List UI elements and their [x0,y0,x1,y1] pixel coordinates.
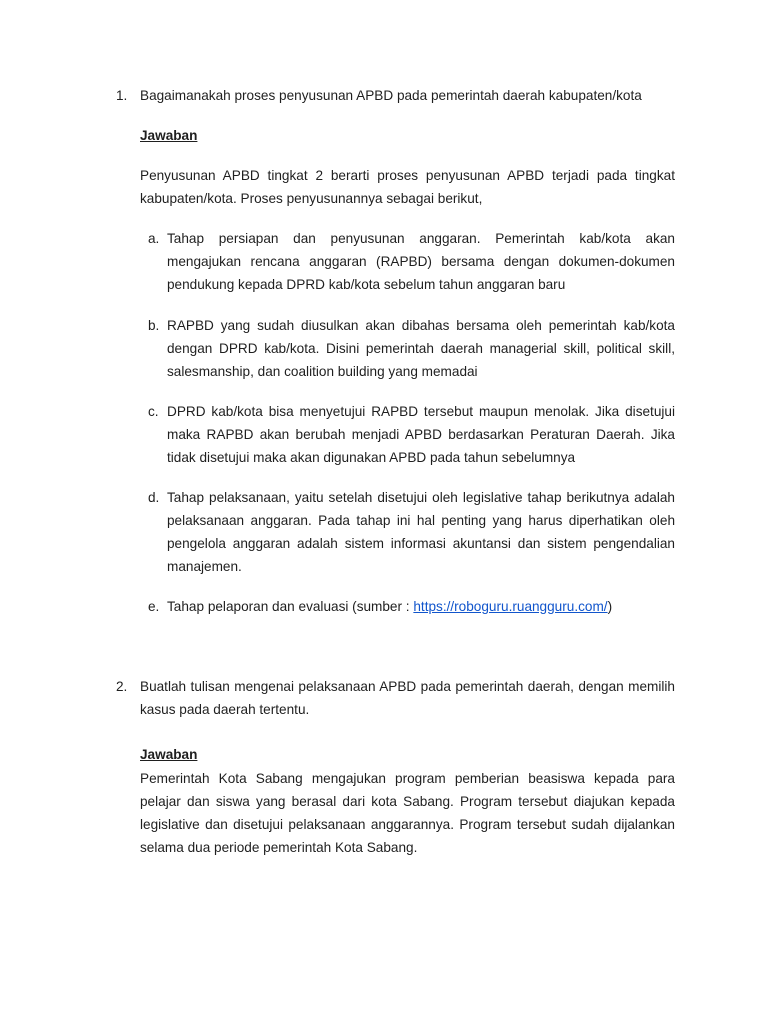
list-item-c-text: DPRD kab/kota bisa menyetujui RAPBD tersebut maupun menolak. Jika disetujui maka RAPBD akan berubah menjadi APBD berdasarkan Peraturan Daerah. Jika tidak disetujui maka akan digunakan APBD pada tahun sebelumnya [167,404,675,465]
list-item-e-marker: e. [148,599,160,614]
list-item-a-marker: a. [148,231,160,246]
list-item-a [148,227,675,296]
list-item-e-text-after: ) [607,599,613,614]
answer-1-heading: Jawaban [140,128,198,143]
source-link[interactable]: https://roboguru.ruangguru.com/ [413,599,608,614]
list-item-b [148,314,675,383]
list-item-a-text: Tahap persiapan dan penyusunan anggaran. Pemerintah kab/kota akan mengajukan rencana anggaran (RAPBD) bersama dengan dokumen-dokumen pendukung kepada DPRD kab/kota sebelum tahun anggaran baru [167,231,675,292]
question-2-text: Buatlah tulisan mengenai pelaksanaan APBD pada pemerintah daerah, dengan memilih kasus pada daerah tertentu. [140,679,675,717]
question-2-number: 2. [116,679,128,694]
answer-1-intro: Penyusunan APBD tingkat 2 berarti proses penyusunan APBD terjadi pada tingkat kabupaten/kota. Proses penyusunannya sebagai berikut, [140,168,675,206]
list-item-d-text: Tahap pelaksanaan, yaitu setelah disetujui oleh legislative tahap berikutnya adalah pelaksanaan anggaran. Pada tahap ini hal penting yang harus diperhatikan oleh pengelola anggaran adalah sistem informasi akuntansi dan sistem pengendalian manajemen. [167,490,675,574]
list-item-e-text [148,595,675,618]
question-1-number: 1. [116,88,128,103]
list-item-b-text: RAPBD yang sudah diusulkan akan dibahas bersama oleh pemerintah kab/kota dengan DPRD kab/kota. Disini pemerintah daerah managerial skill, political skill, salesmanship, dan coalition building yang memadai [167,318,675,379]
list-item-c [148,400,675,469]
list-item-e-text-before: Tahap pelaporan dan evaluasi (sumber : [167,599,414,614]
list-item-d-marker: d. [148,490,160,505]
question-1-text: Bagaimanakah proses penyusunan APBD pada pemerintah daerah kabupaten/kota [140,88,642,103]
list-item-e [148,595,675,618]
answer-2-text: Pemerintah Kota Sabang mengajukan program pemberian beasiswa kepada para pelajar dan siswa yang berasal dari kota Sabang. Program tersebut diajukan kepada legislative dan disetujui pelaksanaan anggarannya. Program tersebut sudah dijalankan selama dua periode pemerintah Kota Sabang. [140,771,675,855]
list-item-b-marker: b. [148,318,160,333]
list-item-c-marker: c. [148,404,159,419]
answer-2-heading: Jawaban [140,747,198,762]
list-item-d [148,486,675,578]
